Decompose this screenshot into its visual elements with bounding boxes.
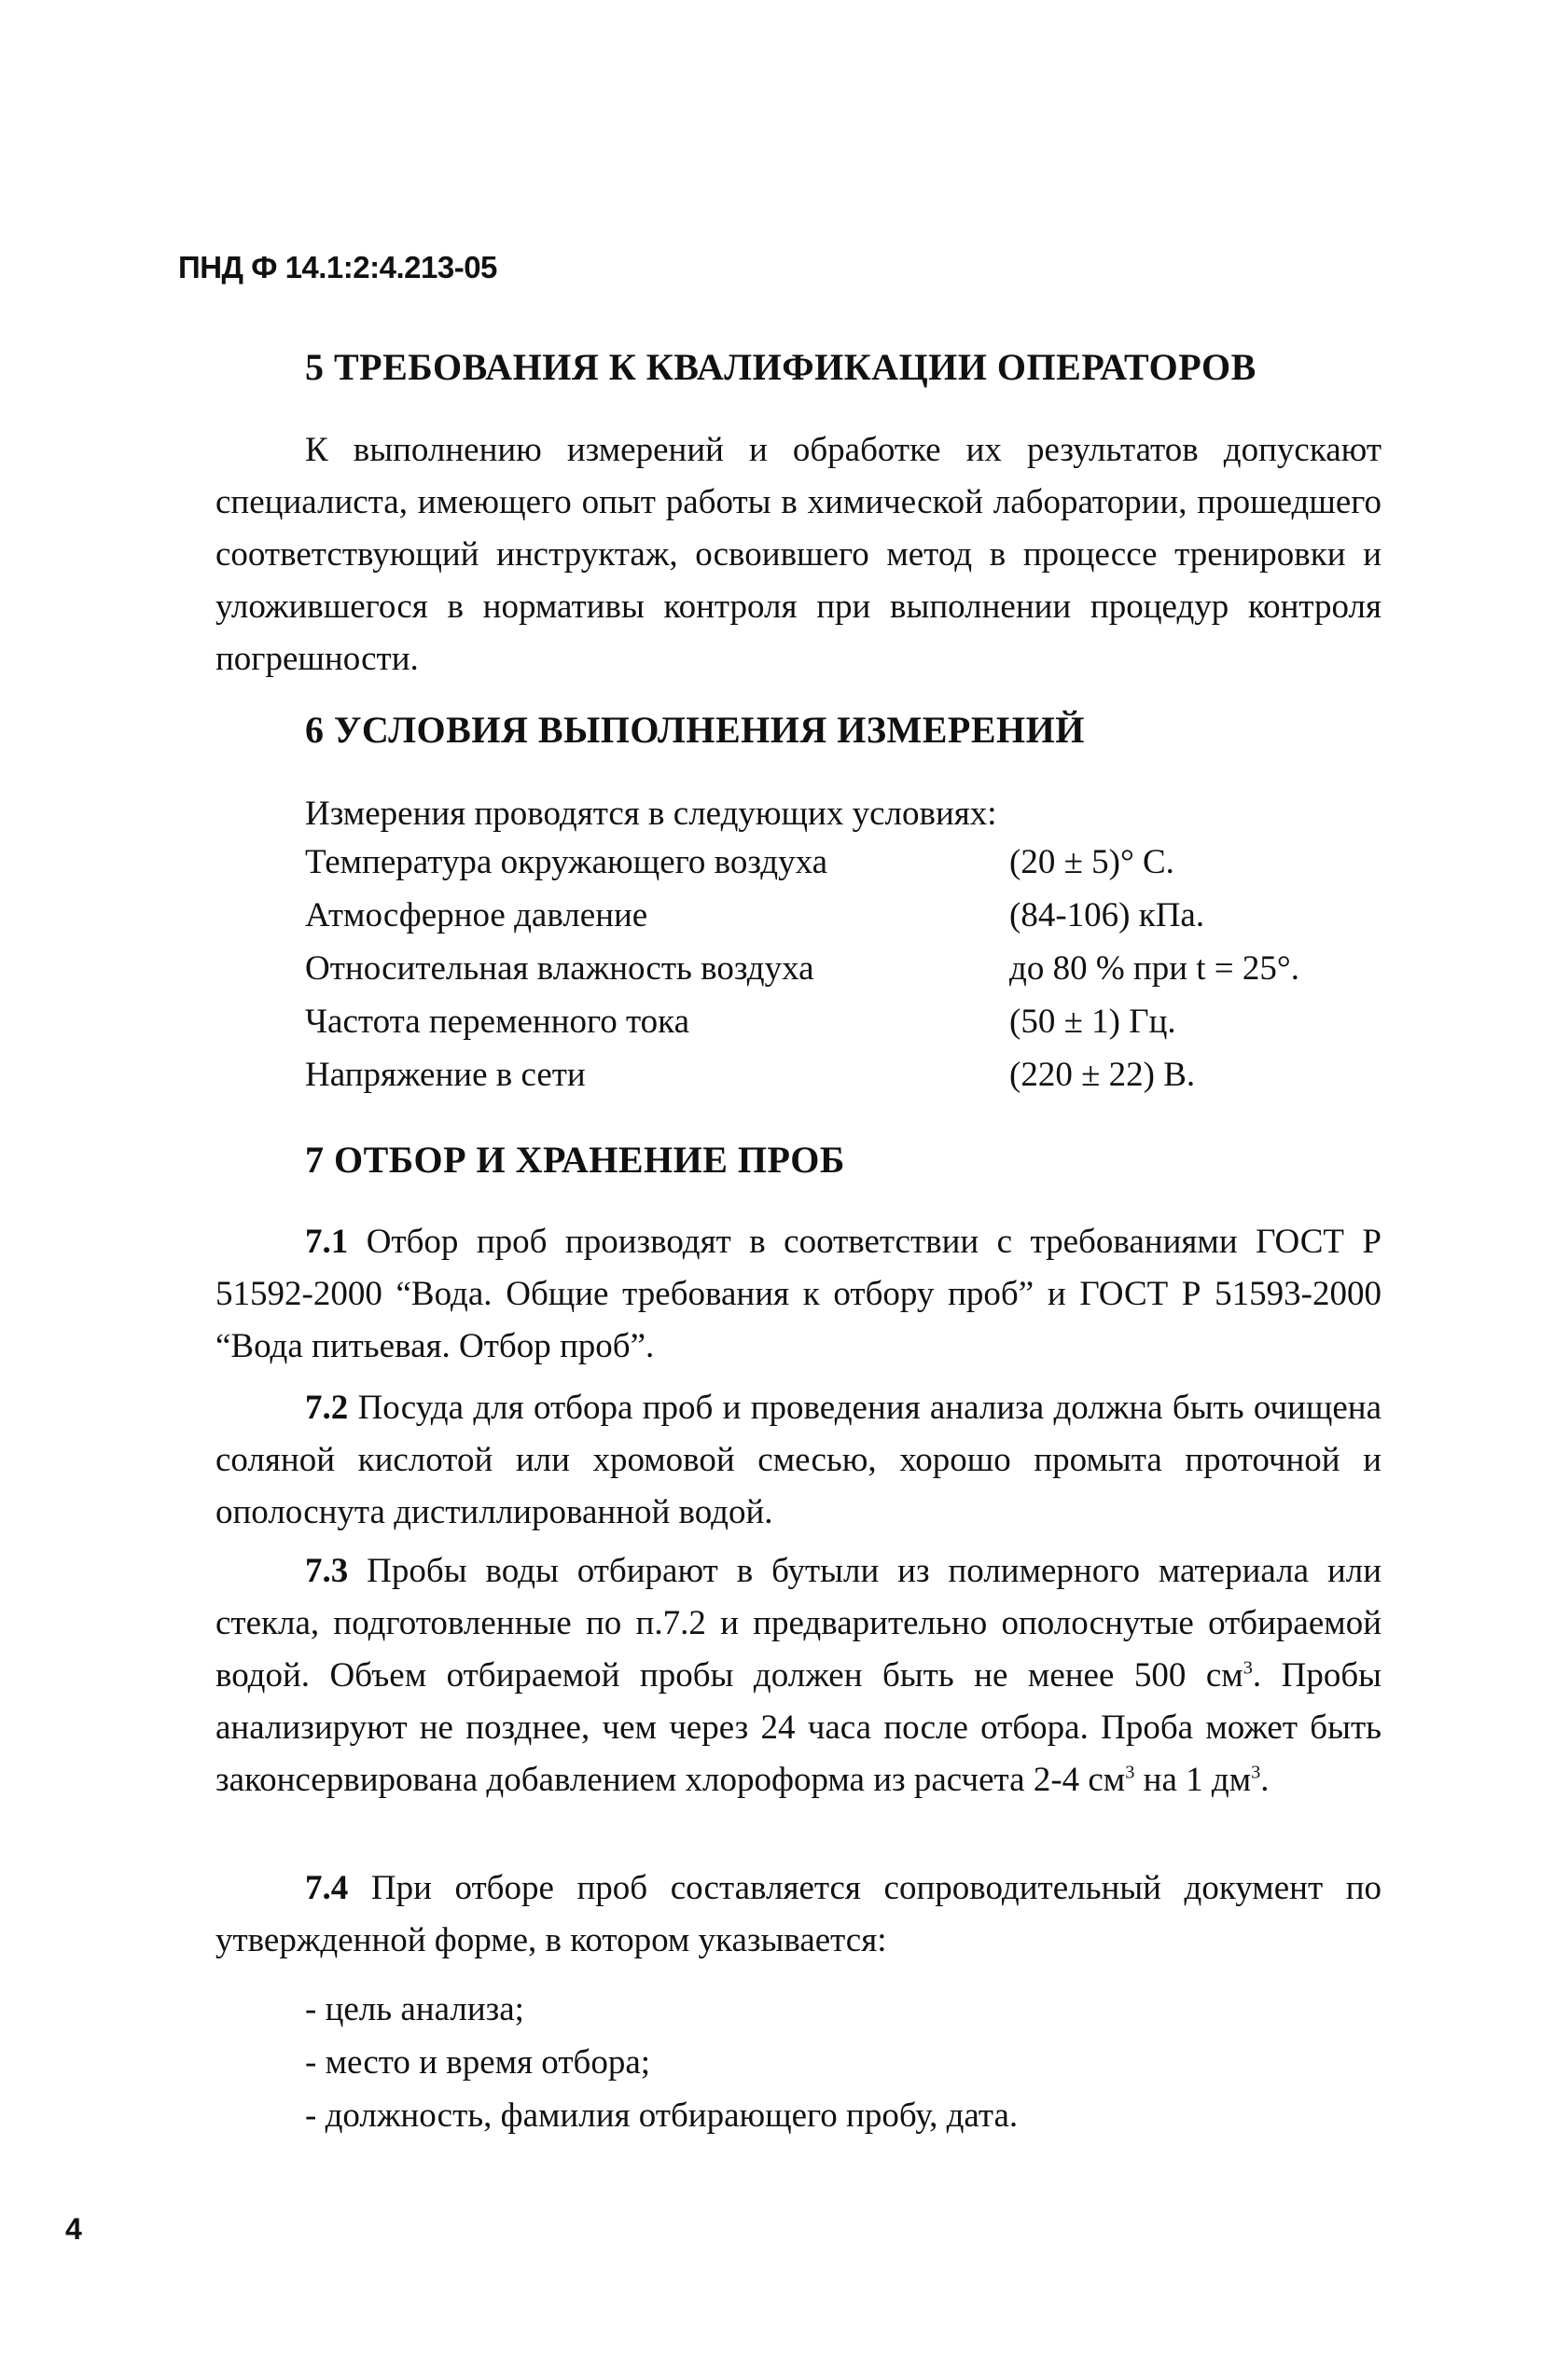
paragraph-text: . Пробы анализируют не позднее, чем через 24 часа после отбора. Проба может быть законсервирована добавлением хлороформа из расчета 2-4 см	[215, 1656, 1382, 1799]
list-item: - место и время отбора;	[305, 2043, 651, 2082]
superscript: 3	[1243, 1657, 1253, 1679]
page-number: 4	[65, 2212, 82, 2246]
condition-row	[305, 1055, 1424, 1108]
superscript: 3	[1251, 1762, 1261, 1783]
paragraph-number: 7.3	[305, 1552, 349, 1590]
condition-value: (84-106) кПа.	[1009, 896, 1205, 934]
condition-row	[305, 1002, 1424, 1055]
conditions-intro: Измерения проводятся в следующих условиях:	[305, 795, 997, 833]
paragraph-text: Пробы воды отбирают в бутыли из полимерного материала или стекла, подготовленные по п.7.2 и предварительно ополоснутые отбираемой водой. Объем отбираемой пробы должен быть не менее 500 см	[215, 1552, 1382, 1695]
conditions-table	[305, 842, 1424, 1108]
paragraph-text: При отборе проб составляется сопроводительный документ по утвержденной форме, в котором указывается:	[215, 1869, 1382, 1959]
condition-row	[305, 842, 1424, 895]
paragraph-text: .	[1260, 1761, 1270, 1799]
list-item: - цель анализа;	[305, 1990, 524, 2028]
paragraph-7-4	[215, 1862, 1381, 1967]
paragraph-7-2	[215, 1382, 1381, 1539]
paragraph-text: Посуда для отбора проб и проведения анализа должна быть очищена соляной кислотой или хромовой смесью, хорошо промыта проточной и ополоснута дистиллированной водой.	[215, 1389, 1381, 1531]
document-code: ПНД Ф 14.1:2:4.213-05	[178, 250, 497, 284]
section-5-paragraph: К выполнению измерений и обработке их результатов допускают специалиста, имеющего опыт работы в химической лаборатории, прошедшего соответствующий инструктаж, освоившего метод в процессе тренировки и уложившегося в нормативы контроля при выполнении процедур контроля погрешности.	[215, 431, 1381, 678]
condition-row	[305, 948, 1424, 1002]
paragraph-number: 7.2	[305, 1389, 349, 1427]
condition-value: (20 ± 5)° С.	[1009, 843, 1174, 881]
condition-value: (220 ± 22) В.	[1009, 1056, 1196, 1094]
superscript: 3	[1125, 1762, 1135, 1783]
condition-name: Напряжение в сети	[305, 1056, 586, 1094]
condition-name: Температура окружающего воздуха	[305, 843, 828, 881]
paragraph-text: на 1 дм	[1134, 1761, 1252, 1799]
paragraph-7-3	[215, 1545, 1381, 1806]
condition-name: Частота переменного тока	[305, 1003, 689, 1041]
list-item: - должность, фамилия отбирающего пробу, дата.	[305, 2096, 1019, 2135]
paragraph-text: Отбор проб производят в соответствии с требованиями ГОСТ Р 51592-2000 “Вода. Общие требования к отбору проб” и ГОСТ Р 51593-2000 “Вода питьевая. Отбор проб”.	[215, 1223, 1382, 1365]
record-items-list	[305, 1983, 1018, 2142]
section-5-heading: 5 ТРЕБОВАНИЯ К КВАЛИФИКАЦИИ ОПЕРАТОРОВ	[305, 346, 1256, 388]
paragraph-number: 7.4	[305, 1869, 349, 1907]
condition-row	[305, 895, 1424, 948]
paragraph-7-1	[215, 1216, 1381, 1373]
condition-value: (50 ± 1) Гц.	[1009, 1003, 1176, 1041]
condition-name: Атмосферное давление	[305, 896, 648, 934]
condition-name: Относительная влажность воздуха	[305, 949, 814, 988]
condition-value: до 80 % при t = 25°.	[1009, 949, 1299, 988]
section-7-heading: 7 ОТБОР И ХРАНЕНИЕ ПРОБ	[305, 1139, 845, 1181]
section-6-heading: 6 УСЛОВИЯ ВЫПОЛНЕНИЯ ИЗМЕРЕНИЙ	[305, 709, 1085, 751]
paragraph-number: 7.1	[305, 1223, 349, 1261]
